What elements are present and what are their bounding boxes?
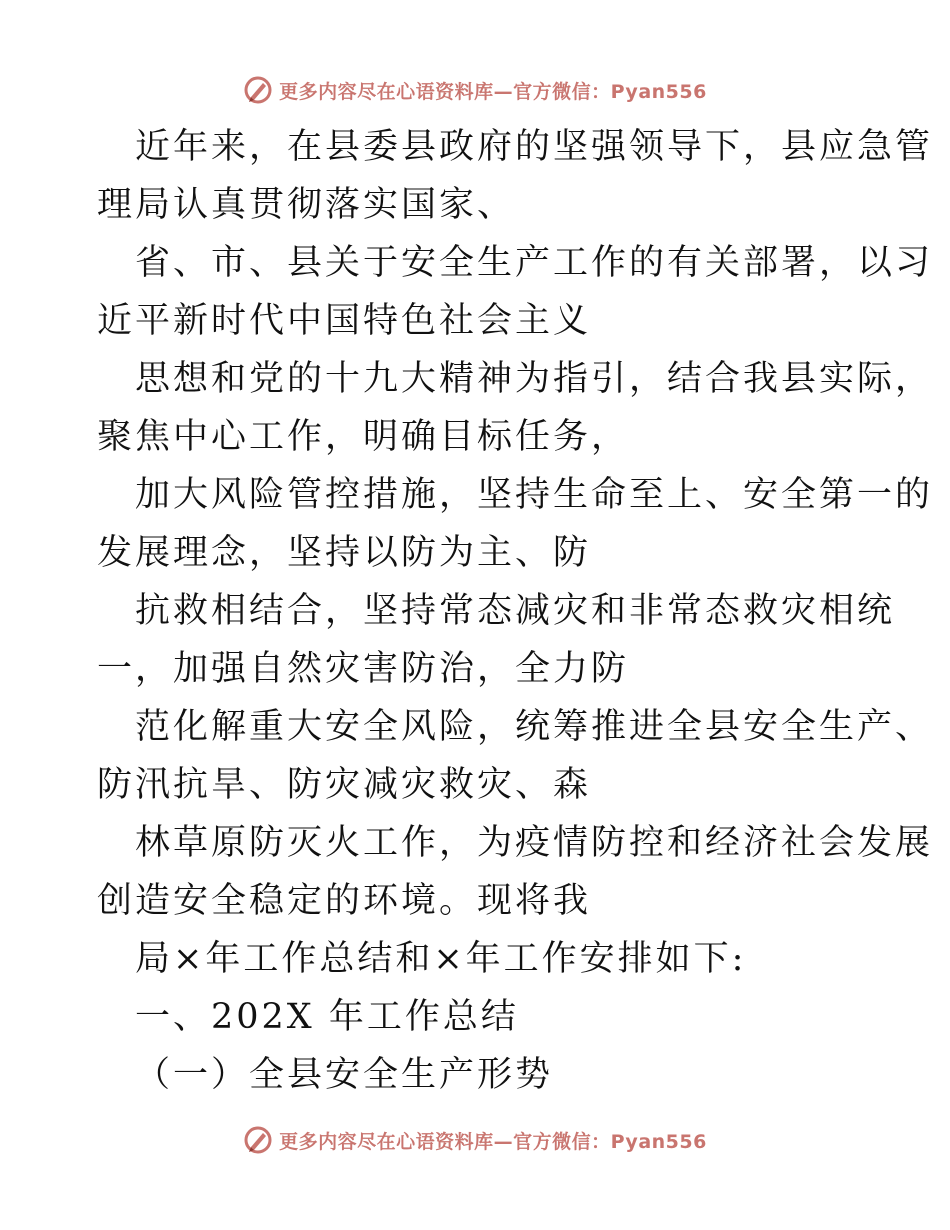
paragraph-line: 防汛抗旱、防灾减灾救灾、森 (97, 765, 592, 805)
watermark-footer (0, 1120, 950, 1160)
paragraph-line: 林草原防灭火工作，为疫情防控和经济社会发展 (135, 823, 934, 863)
paragraph-line: 聚焦中心工作，明确目标任务， (97, 417, 630, 457)
pen-logo-icon (243, 75, 273, 105)
paragraph-line: 创造安全稳定的环境。现将我 (97, 881, 592, 921)
watermark-text: 更多内容尽在心语资料库—官方微信：Pyan556 (279, 1130, 707, 1153)
pen-logo-icon (243, 1125, 273, 1155)
document-body (97, 118, 934, 1104)
paragraph-line: 局×年工作总结和×年工作安排如下: (135, 939, 747, 979)
paragraph-line: 近年来，在县委县政府的坚强领导下，县应急管 (135, 127, 934, 167)
paragraph-line: 思想和党的十九大精神为指引，结合我县实际， (135, 359, 934, 399)
subsection-heading: （一）全县安全生产形势 (135, 1055, 554, 1095)
watermark-text: 更多内容尽在心语资料库—官方微信：Pyan556 (279, 80, 707, 103)
paragraph-line: 加大风险管控措施，坚持生命至上、安全第一的 (135, 475, 934, 515)
paragraph-line: 抗救相结合，坚持常态减灾和非常态救灾相统 (135, 591, 896, 631)
paragraph-line: 近平新时代中国特色社会主义 (97, 301, 592, 341)
paragraph-line: 省、市、县关于安全生产工作的有关部署，以习 (135, 243, 934, 283)
paragraph-line: 范化解重大安全风险，统筹推进全县安全生产、 (135, 707, 934, 747)
section-heading: 一、202X 年工作总结 (135, 997, 519, 1037)
paragraph-line: 理局认真贯彻落实国家、 (97, 185, 516, 225)
paragraph-line: 一，加强自然灾害防治，全力防 (97, 649, 630, 689)
paragraph-line: 发展理念，坚持以防为主、防 (97, 533, 592, 573)
watermark-header (0, 70, 950, 110)
